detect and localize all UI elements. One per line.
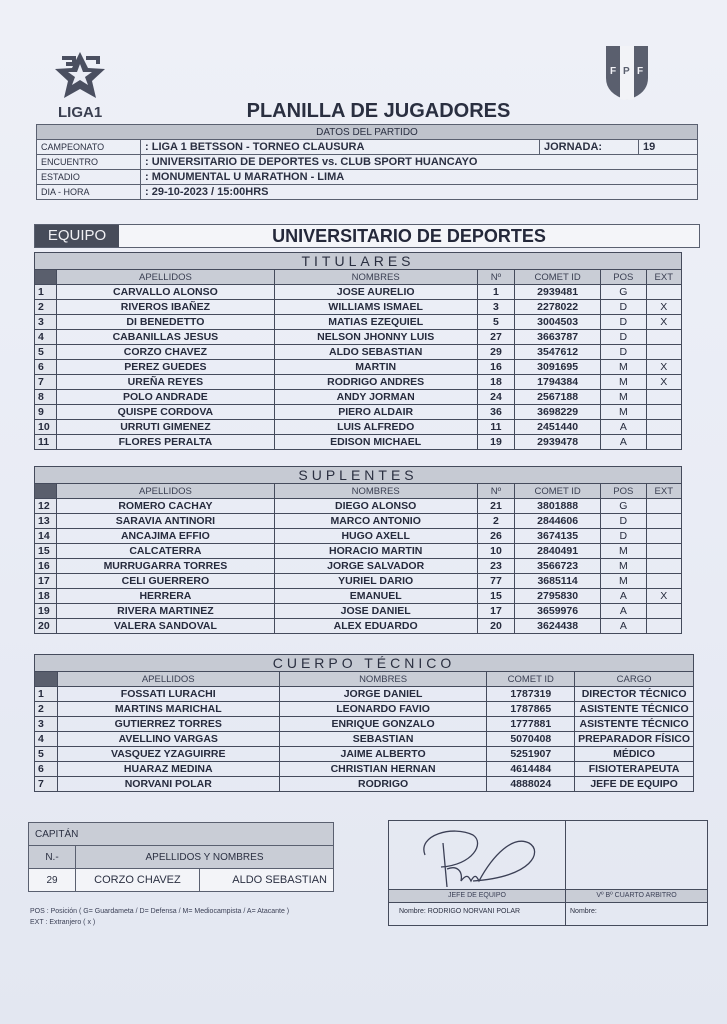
cell-apellidos: FOSSATI LURACHI: [57, 687, 279, 702]
staff-row: [35, 747, 694, 762]
cell-nombres: MARCO ANTONIO: [274, 514, 477, 529]
cell-nombres: HUGO AXELL: [274, 529, 477, 544]
cell-comet: 2840491: [515, 544, 601, 559]
cell-nombres: SEBASTIAN: [279, 732, 487, 747]
cell-comet: 1787865: [487, 702, 575, 717]
cell-nombres: RODRIGO ANDRES: [274, 375, 477, 390]
cell-comet: 4888024: [487, 777, 575, 792]
coaching-staff-table: [34, 654, 694, 792]
player-row: [35, 499, 682, 514]
cell-nombres: JAIME ALBERTO: [279, 747, 487, 762]
cell-ext: [646, 420, 681, 435]
substitutes-table: [34, 466, 682, 634]
cell-idx: 16: [35, 559, 57, 574]
cell-idx: 4: [35, 330, 57, 345]
match-data-table: [36, 124, 698, 200]
cell-nombres: EMANUEL: [274, 589, 477, 604]
cell-pos: M: [601, 375, 646, 390]
col-ext: EXT: [646, 270, 681, 285]
col-ext: EXT: [646, 484, 681, 499]
cell-idx: 2: [35, 300, 57, 315]
cell-apellidos: HERRERA: [57, 589, 274, 604]
cell-apellidos: UREÑA REYES: [57, 375, 274, 390]
cell-nombres: NELSON JHONNY LUIS: [274, 330, 477, 345]
cell-comet: 3624438: [515, 619, 601, 634]
cell-ext: X: [646, 300, 681, 315]
col-nombres: NOMBRES: [279, 672, 487, 687]
cell-num: 19: [477, 435, 514, 450]
cell-comet: 3801888: [515, 499, 601, 514]
cell-pos: G: [601, 499, 646, 514]
cell-nombres: JORGE DANIEL: [279, 687, 487, 702]
cell-comet: 3659976: [515, 604, 601, 619]
col-comet-id: COMET ID: [515, 270, 601, 285]
col-numero: Nº: [477, 270, 514, 285]
encuentro-label: ENCUENTRO: [37, 155, 141, 170]
cell-num: 26: [477, 529, 514, 544]
cell-idx: 1: [35, 687, 58, 702]
captain-table: [28, 822, 334, 892]
legend-pos: POS : Posición ( G= Guardameta / D= Defensa / M= Mediocampista / A= Atacante ): [30, 908, 290, 915]
corner-cell: [35, 672, 58, 687]
cell-nombres: DIEGO ALONSO: [274, 499, 477, 514]
cell-ext: [646, 574, 681, 589]
cell-comet: 3674135: [515, 529, 601, 544]
cell-comet: 2844606: [515, 514, 601, 529]
cell-ext: [646, 529, 681, 544]
cell-cargo: ASISTENTE TÉCNICO: [575, 717, 694, 732]
starters-title: TITULARES: [35, 253, 682, 270]
player-row: [35, 619, 682, 634]
cell-comet: 3547612: [515, 345, 601, 360]
cell-apellidos: QUISPE CORDOVA: [57, 405, 274, 420]
cell-pos: A: [601, 589, 646, 604]
player-row: [35, 420, 682, 435]
substitutes-rows: [35, 499, 682, 634]
staff-row: [35, 777, 694, 792]
cell-pos: D: [601, 315, 646, 330]
col-numero: Nº: [477, 484, 514, 499]
cell-pos: A: [601, 619, 646, 634]
cell-ext: [646, 559, 681, 574]
player-row: [35, 390, 682, 405]
cell-comet: 1787319: [487, 687, 575, 702]
cell-comet: 2451440: [515, 420, 601, 435]
encuentro-value: : UNIVERSITARIO DE DEPORTES vs. CLUB SPORT HUANCAYO: [141, 155, 698, 170]
estadio-label: ESTADIO: [37, 170, 141, 185]
cell-apellidos: CARVALLO ALONSO: [57, 285, 274, 300]
cell-nombres: ANDY JORMAN: [274, 390, 477, 405]
liga1-star-icon: [52, 48, 108, 102]
cell-ext: X: [646, 375, 681, 390]
cell-comet: 2795830: [515, 589, 601, 604]
captain-apellidos: CORZO CHAVEZ: [76, 869, 200, 892]
cell-nombres: JORGE SALVADOR: [274, 559, 477, 574]
team-label: EQUIPO: [35, 225, 119, 247]
match-data-header: DATOS DEL PARTIDO: [37, 125, 698, 140]
col-nombres: NOMBRES: [274, 484, 477, 499]
cell-idx: 4: [35, 732, 58, 747]
jornada-label: JORNADA:: [540, 140, 639, 155]
col-pos: POS: [601, 270, 646, 285]
col-apellidos: APELLIDOS: [57, 270, 274, 285]
cell-nombres: LUIS ALFREDO: [274, 420, 477, 435]
cell-cargo: PREPARADOR FÍSICO: [575, 732, 694, 747]
cell-pos: M: [601, 390, 646, 405]
cell-apellidos: DI BENEDETTO: [57, 315, 274, 330]
cell-idx: 15: [35, 544, 57, 559]
cell-idx: 20: [35, 619, 57, 634]
cell-comet: 3091695: [515, 360, 601, 375]
captain-nombres: ALDO SEBASTIAN: [199, 869, 333, 892]
cell-pos: D: [601, 514, 646, 529]
cell-idx: 8: [35, 390, 57, 405]
cell-apellidos: ROMERO CACHAY: [57, 499, 274, 514]
cell-apellidos: AVELLINO VARGAS: [57, 732, 279, 747]
cell-apellidos: SARAVIA ANTINORI: [57, 514, 274, 529]
cell-pos: A: [601, 420, 646, 435]
liga1-logo-text: LIGA1: [58, 104, 103, 121]
cell-ext: [646, 345, 681, 360]
cell-ext: [646, 514, 681, 529]
cell-comet: 3698229: [515, 405, 601, 420]
cell-comet: 2278022: [515, 300, 601, 315]
cell-apellidos: URRUTI GIMENEZ: [57, 420, 274, 435]
player-row: [35, 300, 682, 315]
cell-nombres: ALDO SEBASTIAN: [274, 345, 477, 360]
cell-num: 23: [477, 559, 514, 574]
cell-num: 3: [477, 300, 514, 315]
cell-nombres: EDISON MICHAEL: [274, 435, 477, 450]
cell-idx: 6: [35, 360, 57, 375]
cell-apellidos: VALERA SANDOVAL: [57, 619, 274, 634]
cell-nombres: YURIEL DARIO: [274, 574, 477, 589]
player-row: [35, 604, 682, 619]
cell-ext: [646, 604, 681, 619]
cell-ext: [646, 499, 681, 514]
col-nombres: NOMBRES: [274, 270, 477, 285]
cell-apellidos: RIVEROS IBAÑEZ: [57, 300, 274, 315]
cell-pos: M: [601, 405, 646, 420]
cell-num: 36: [477, 405, 514, 420]
team-name: UNIVERSITARIO DE DEPORTES: [272, 226, 546, 246]
cell-cargo: MÉDICO: [575, 747, 694, 762]
cell-ext: [646, 619, 681, 634]
page-title: PLANILLA DE JUGADORES: [246, 100, 511, 122]
cell-apellidos: VASQUEZ YZAGUIRRE: [57, 747, 279, 762]
cell-pos: A: [601, 604, 646, 619]
team-manager-role: JEFE DE EQUIPO: [389, 889, 565, 903]
cell-idx: 7: [35, 375, 57, 390]
cell-cargo: ASISTENTE TÉCNICO: [575, 702, 694, 717]
cell-idx: 14: [35, 529, 57, 544]
cell-comet: 5070408: [487, 732, 575, 747]
cell-apellidos: NORVANI POLAR: [57, 777, 279, 792]
player-row: [35, 330, 682, 345]
legend: [30, 906, 289, 928]
cell-apellidos: POLO ANDRADE: [57, 390, 274, 405]
cell-idx: 19: [35, 604, 57, 619]
corner-cell: [35, 270, 57, 285]
cell-pos: D: [601, 330, 646, 345]
cell-comet: 2567188: [515, 390, 601, 405]
captain-names-label: APELLIDOS Y NOMBRES: [76, 846, 334, 869]
cell-cargo: JEFE DE EQUIPO: [575, 777, 694, 792]
cell-num: 18: [477, 375, 514, 390]
player-row: [35, 544, 682, 559]
cell-comet: 4614484: [487, 762, 575, 777]
captain-num: 29: [29, 869, 76, 892]
cell-apellidos: PEREZ GUEDES: [57, 360, 274, 375]
staff-row: [35, 702, 694, 717]
cell-num: 24: [477, 390, 514, 405]
svg-text:F: F: [610, 66, 617, 77]
col-cargo: CARGO: [575, 672, 694, 687]
cell-pos: M: [601, 360, 646, 375]
player-row: [35, 285, 682, 300]
estadio-value: : MONUMENTAL U MARATHON - LIMA: [141, 170, 698, 185]
player-row: [35, 574, 682, 589]
cell-num: 5: [477, 315, 514, 330]
cell-nombres: JOSE DANIEL: [274, 604, 477, 619]
player-row: [35, 405, 682, 420]
player-row: [35, 589, 682, 604]
cell-ext: [646, 544, 681, 559]
cell-cargo: FISIOTERAPEUTA: [575, 762, 694, 777]
svg-text:P: P: [623, 66, 630, 77]
cell-apellidos: CELI GUERRERO: [57, 574, 274, 589]
fpf-crest-icon: [604, 44, 650, 102]
cell-idx: 12: [35, 499, 57, 514]
team-manager-name: Nombre: RODRIGO NORVANI POLAR: [399, 908, 521, 915]
cell-nombres: HORACIO MARTIN: [274, 544, 477, 559]
cell-comet: 2939481: [515, 285, 601, 300]
signature-box: [388, 820, 708, 926]
coaching-staff-rows: [35, 687, 694, 792]
dia-hora-value: : 29-10-2023 / 15:00HRS: [141, 185, 698, 200]
cell-cargo: DIRECTOR TÉCNICO: [575, 687, 694, 702]
player-row: [35, 529, 682, 544]
cell-nombres: WILLIAMS ISMAEL: [274, 300, 477, 315]
cell-pos: M: [601, 544, 646, 559]
cell-idx: 7: [35, 777, 58, 792]
dia-hora-label: DIA - HORA: [37, 185, 141, 200]
cell-idx: 2: [35, 702, 58, 717]
cell-num: 10: [477, 544, 514, 559]
fourth-referee-name: Nombre:: [570, 908, 597, 915]
staff-row: [35, 732, 694, 747]
player-row: [35, 375, 682, 390]
col-comet-id: COMET ID: [487, 672, 575, 687]
player-row: [35, 514, 682, 529]
cell-idx: 18: [35, 589, 57, 604]
cell-ext: [646, 435, 681, 450]
cell-apellidos: ANCAJIMA EFFIO: [57, 529, 274, 544]
cell-idx: 1: [35, 285, 57, 300]
cell-nombres: ALEX EDUARDO: [274, 619, 477, 634]
cell-idx: 10: [35, 420, 57, 435]
player-row: [35, 559, 682, 574]
cell-nombres: ENRIQUE GONZALO: [279, 717, 487, 732]
cell-num: 1: [477, 285, 514, 300]
cell-pos: A: [601, 435, 646, 450]
coaching-staff-title: CUERPO TÉCNICO: [35, 655, 694, 672]
cell-pos: D: [601, 300, 646, 315]
cell-comet: 1777881: [487, 717, 575, 732]
team-bar: [34, 224, 700, 248]
cell-num: 20: [477, 619, 514, 634]
cell-comet: 3566723: [515, 559, 601, 574]
cell-num: 15: [477, 589, 514, 604]
cell-pos: D: [601, 345, 646, 360]
cell-ext: [646, 390, 681, 405]
cell-num: 29: [477, 345, 514, 360]
col-pos: POS: [601, 484, 646, 499]
jornada-value: 19: [639, 140, 698, 155]
legend-ext: EXT : Extranjero ( x ): [30, 919, 96, 926]
cell-idx: 3: [35, 717, 58, 732]
cell-pos: G: [601, 285, 646, 300]
player-row: [35, 315, 682, 330]
cell-idx: 5: [35, 345, 57, 360]
starters-rows: [35, 285, 682, 450]
starters-table: [34, 252, 682, 450]
captain-title: CAPITÁN: [29, 823, 334, 846]
cell-idx: 13: [35, 514, 57, 529]
fourth-referee-role: Vº Bº CUARTO ARBITRO: [566, 889, 707, 903]
cell-idx: 17: [35, 574, 57, 589]
cell-idx: 5: [35, 747, 58, 762]
cell-apellidos: CALCATERRA: [57, 544, 274, 559]
cell-apellidos: FLORES PERALTA: [57, 435, 274, 450]
captain-num-label: N.-: [29, 846, 76, 869]
cell-idx: 3: [35, 315, 57, 330]
cell-pos: M: [601, 559, 646, 574]
cell-num: 21: [477, 499, 514, 514]
cell-nombres: PIERO ALDAIR: [274, 405, 477, 420]
cell-ext: [646, 405, 681, 420]
svg-text:F: F: [637, 66, 644, 77]
cell-nombres: MARTIN: [274, 360, 477, 375]
cell-apellidos: HUARAZ MEDINA: [57, 762, 279, 777]
cell-idx: 9: [35, 405, 57, 420]
staff-row: [35, 762, 694, 777]
cell-nombres: MATIAS EZEQUIEL: [274, 315, 477, 330]
cell-ext: X: [646, 589, 681, 604]
cell-apellidos: RIVERA MARTINEZ: [57, 604, 274, 619]
cell-num: 77: [477, 574, 514, 589]
campeonato-value: : LIGA 1 BETSSON - TORNEO CLAUSURA: [141, 140, 540, 155]
staff-row: [35, 687, 694, 702]
cell-pos: M: [601, 574, 646, 589]
cell-comet: 2939478: [515, 435, 601, 450]
cell-pos: D: [601, 529, 646, 544]
campeonato-label: CAMPEONATO: [37, 140, 141, 155]
col-comet-id: COMET ID: [515, 484, 601, 499]
cell-comet: 5251907: [487, 747, 575, 762]
corner-cell: [35, 484, 57, 499]
signature-icon: [413, 825, 543, 887]
cell-ext: X: [646, 315, 681, 330]
staff-row: [35, 717, 694, 732]
cell-apellidos: CABANILLAS JESUS: [57, 330, 274, 345]
player-row: [35, 345, 682, 360]
cell-apellidos: CORZO CHAVEZ: [57, 345, 274, 360]
cell-apellidos: MURRUGARRA TORRES: [57, 559, 274, 574]
cell-comet: 1794384: [515, 375, 601, 390]
cell-comet: 3685114: [515, 574, 601, 589]
team-manager-signature: [389, 821, 566, 925]
cell-nombres: JOSE AURELIO: [274, 285, 477, 300]
substitutes-title: SUPLENTES: [35, 467, 682, 484]
cell-nombres: RODRIGO: [279, 777, 487, 792]
cell-nombres: LEONARDO FAVIO: [279, 702, 487, 717]
cell-apellidos: MARTINS MARICHAL: [57, 702, 279, 717]
cell-idx: 6: [35, 762, 58, 777]
cell-apellidos: GUTIERREZ TORRES: [57, 717, 279, 732]
cell-ext: X: [646, 360, 681, 375]
cell-num: 27: [477, 330, 514, 345]
fourth-referee-signature: [566, 821, 707, 925]
cell-ext: [646, 285, 681, 300]
cell-idx: 11: [35, 435, 57, 450]
col-apellidos: APELLIDOS: [57, 672, 279, 687]
col-apellidos: APELLIDOS: [57, 484, 274, 499]
player-row: [35, 435, 682, 450]
cell-nombres: CHRISTIAN HERNAN: [279, 762, 487, 777]
cell-comet: 3004503: [515, 315, 601, 330]
cell-num: 2: [477, 514, 514, 529]
cell-comet: 3663787: [515, 330, 601, 345]
cell-num: 17: [477, 604, 514, 619]
cell-ext: [646, 330, 681, 345]
player-row: [35, 360, 682, 375]
cell-num: 11: [477, 420, 514, 435]
cell-num: 16: [477, 360, 514, 375]
